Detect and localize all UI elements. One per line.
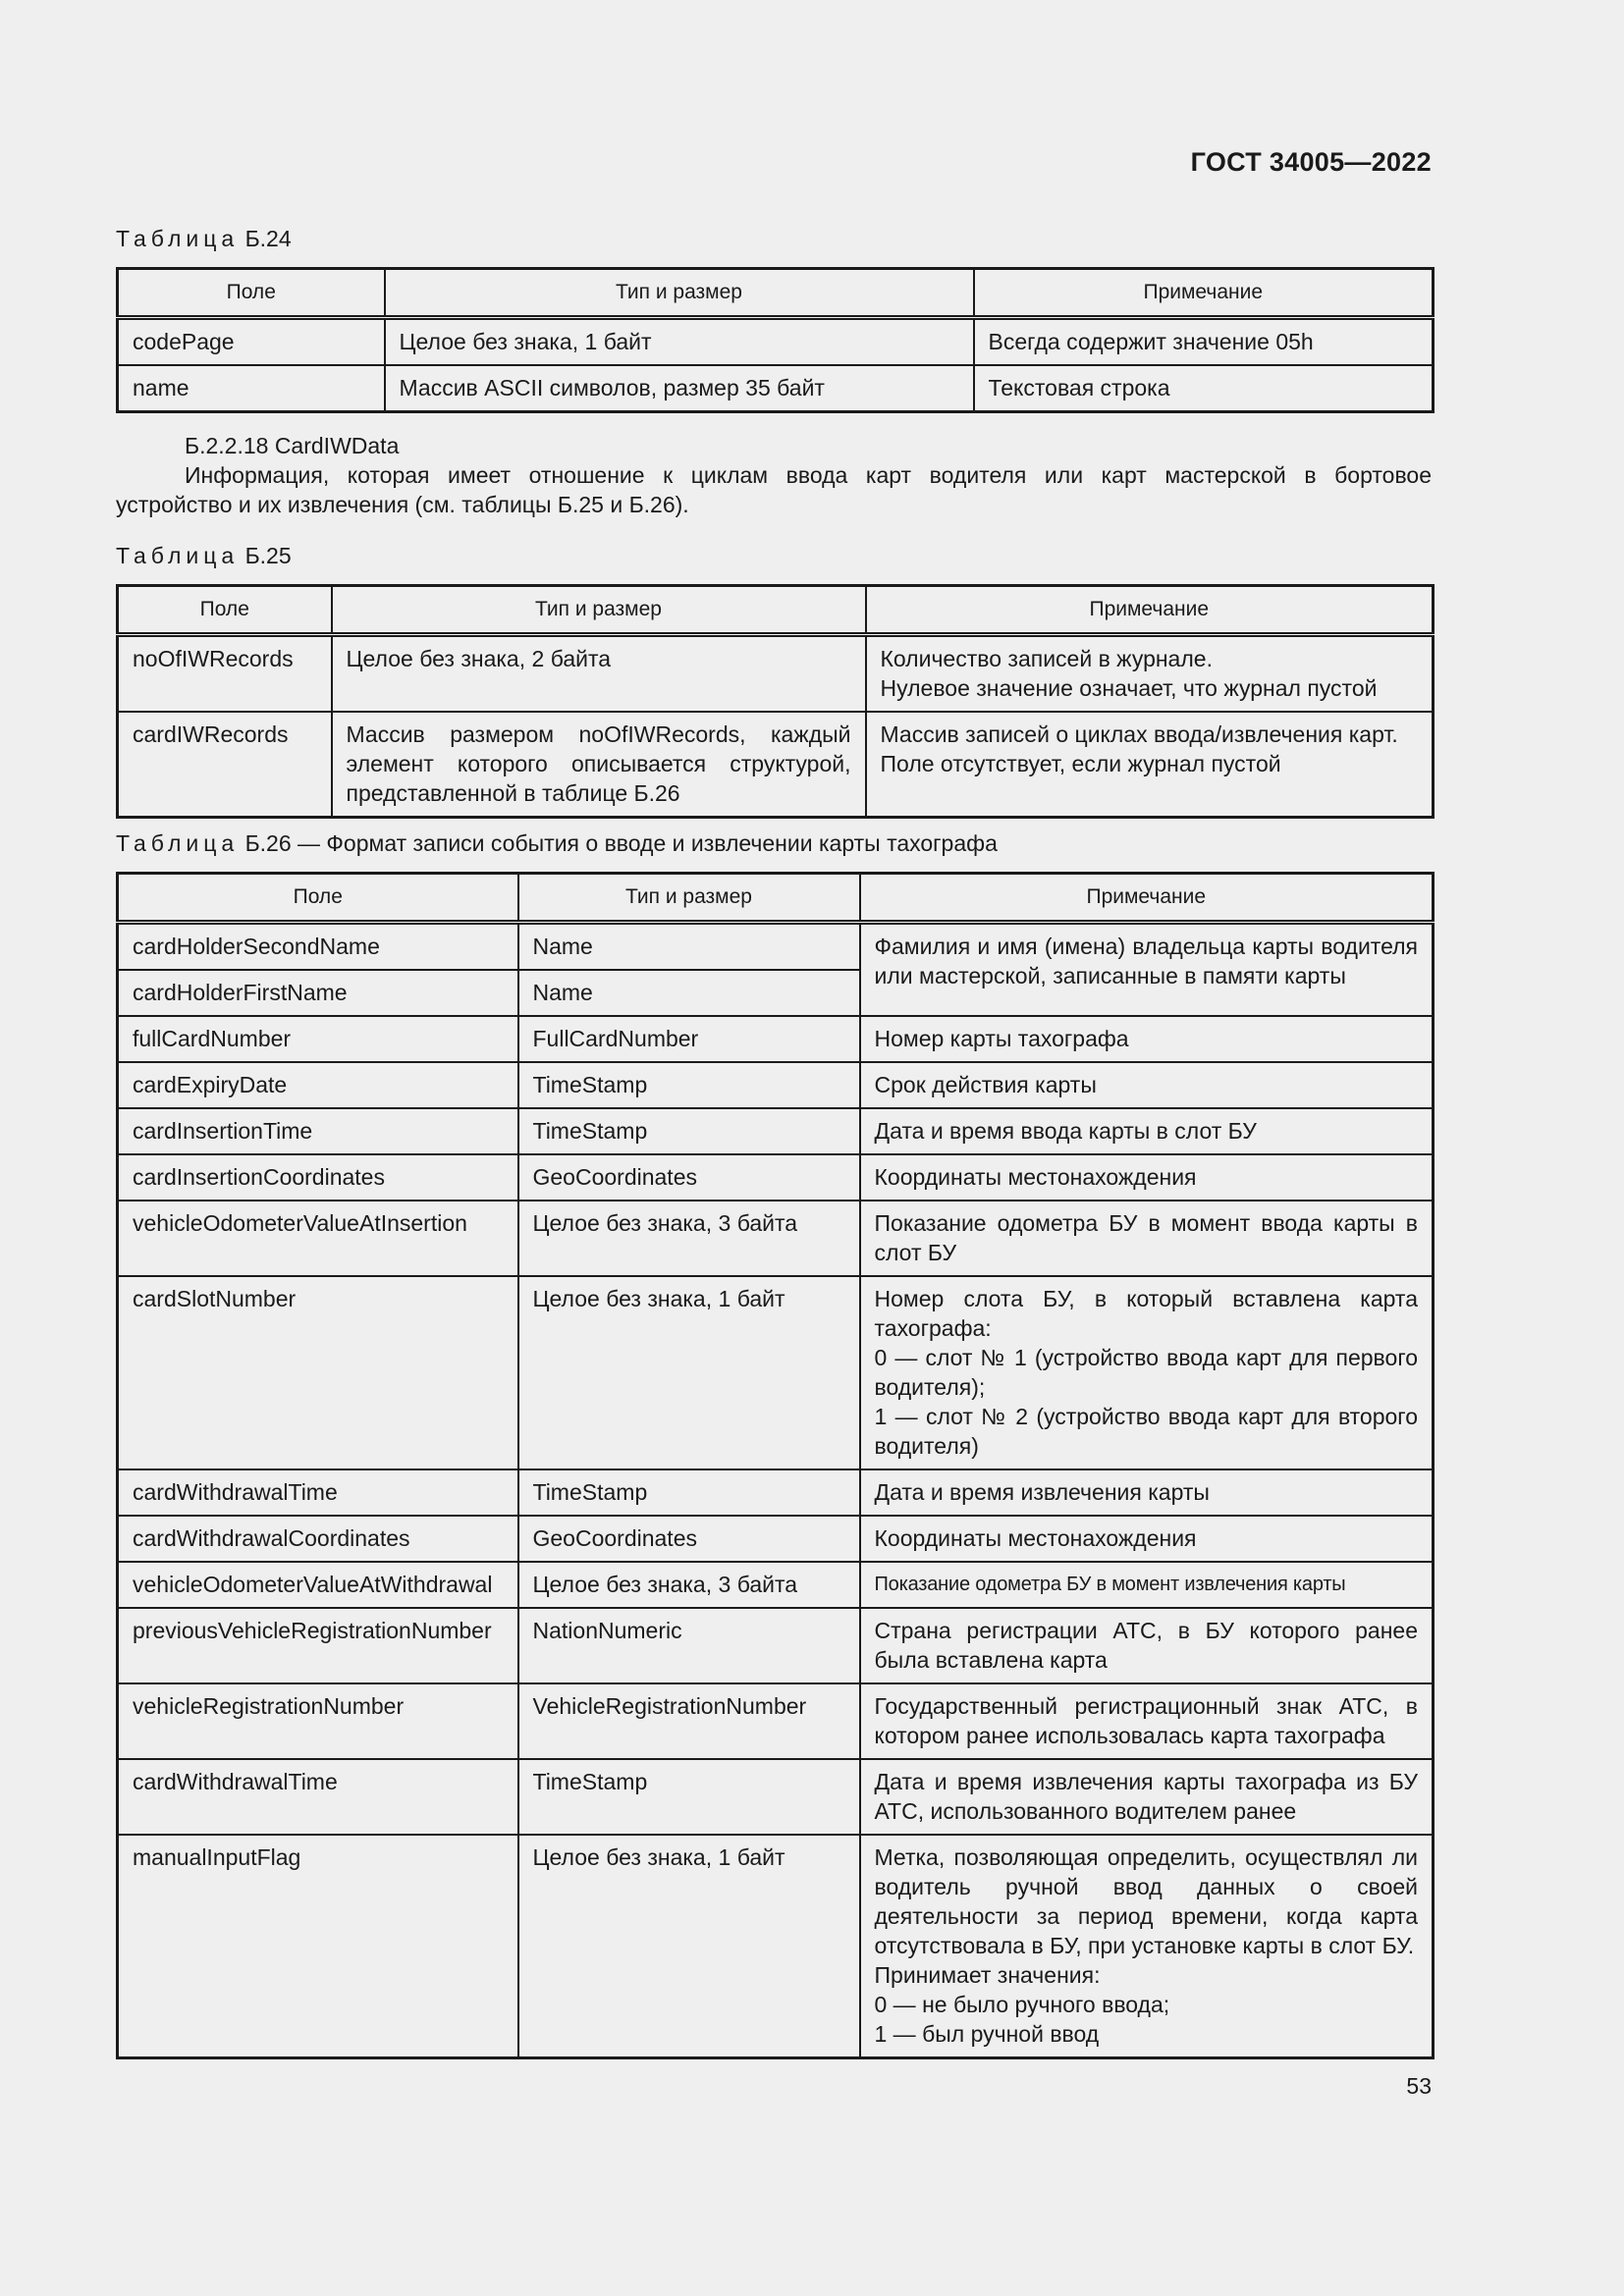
field-cell: cardHolderFirstName	[118, 970, 518, 1016]
section-paragraph-line1: Информация, которая имеет отношение к циклам ввода карт водителя или карт мастерской в бортовое	[185, 462, 1432, 488]
note-cell: Дата и время извлечения карты	[860, 1469, 1434, 1516]
note-cell: Показание одометра БУ в момент ввода карты в слот БУ	[860, 1201, 1434, 1276]
table-row	[118, 1154, 1434, 1201]
note-cell	[860, 1276, 1434, 1469]
table-row	[118, 1276, 1434, 1469]
column-header: Примечание	[860, 874, 1434, 923]
caption-title: — Формат записи события о вводе и извлечении карты тахографа	[298, 830, 998, 856]
column-header: Тип и размер	[518, 874, 860, 923]
field-cell: cardExpiryDate	[118, 1062, 518, 1108]
note-cell: Координаты местонахождения	[860, 1154, 1434, 1201]
type-cell: Целое без знака, 1 байт	[518, 1835, 860, 2058]
note-cell: Государственный регистрационный знак АТС, в котором ранее использовалась карта тахографа	[860, 1683, 1434, 1759]
note-cell: Показание одометра БУ в момент извлечения карты	[860, 1562, 1434, 1608]
field-cell: vehicleRegistrationNumber	[118, 1683, 518, 1759]
field-cell: cardSlotNumber	[118, 1276, 518, 1469]
type-cell: TimeStamp	[518, 1759, 860, 1835]
table-caption-b25	[116, 543, 292, 569]
table-row	[118, 1683, 1434, 1759]
document-number: ГОСТ 34005—2022	[1190, 147, 1432, 177]
column-header: Примечание	[974, 269, 1434, 318]
table-row	[118, 1759, 1434, 1835]
field-cell: cardWithdrawalCoordinates	[118, 1516, 518, 1562]
type-cell: Массив размером noOfIWRecords, каждый элемент которого описывается структурой, представленной в таблице Б.26	[332, 712, 866, 818]
column-header: Поле	[118, 586, 332, 635]
field-cell: cardIWRecords	[118, 712, 332, 818]
field-cell: previousVehicleRegistrationNumber	[118, 1608, 518, 1683]
field-cell: manualInputFlag	[118, 1835, 518, 2058]
type-cell: Целое без знака, 3 байта	[518, 1201, 860, 1276]
type-cell: TimeStamp	[518, 1062, 860, 1108]
cell-line: Номер слота БУ, в который вставлена карта тахографа:	[874, 1286, 1418, 1341]
table-header-row	[118, 269, 1434, 318]
type-cell: Целое без знака, 3 байта	[518, 1562, 860, 1608]
note-cell	[860, 1835, 1434, 2058]
field-cell: noOfIWRecords	[118, 635, 332, 713]
note-cell: Дата и время ввода карты в слот БУ	[860, 1108, 1434, 1154]
table-row	[118, 712, 1434, 818]
column-header: Тип и размер	[332, 586, 866, 635]
cell-line: 0 — не было ручного ввода;	[874, 1992, 1170, 2017]
table-header-row	[118, 874, 1434, 923]
table-row	[118, 1062, 1434, 1108]
cell-line: 1 — был ручной ввод	[874, 2021, 1100, 2047]
type-cell: GeoCoordinates	[518, 1154, 860, 1201]
table-row	[118, 1108, 1434, 1154]
type-cell: Name	[518, 970, 860, 1016]
note-cell: Дата и время извлечения карты тахографа из БУ АТС, использованного водителем ранее	[860, 1759, 1434, 1835]
table-row	[118, 1608, 1434, 1683]
field-cell: name	[118, 365, 385, 412]
field-cell: cardInsertionTime	[118, 1108, 518, 1154]
field-cell: cardWithdrawalTime	[118, 1469, 518, 1516]
cell-line: Принимает значения:	[874, 1962, 1101, 1988]
cell-line: Количество записей в журнале.	[880, 646, 1213, 671]
table-header-row	[118, 586, 1434, 635]
table-row	[118, 365, 1434, 412]
table-caption-b24	[116, 226, 292, 252]
caption-word: Таблица	[116, 226, 240, 251]
table-row	[118, 923, 1434, 971]
note-cell: Текстовая строка	[974, 365, 1434, 412]
table-caption-b26	[116, 830, 998, 857]
cell-line: 0 — слот № 1 (устройство ввода карт для первого водителя);	[874, 1345, 1418, 1400]
section-block	[116, 431, 1432, 519]
note-cell: Фамилия и имя (имена) владельца карты водителя или мастерской, записанные в памяти карты	[860, 923, 1434, 1017]
type-cell: GeoCoordinates	[518, 1516, 860, 1562]
type-cell: Целое без знака, 1 байт	[518, 1276, 860, 1469]
type-cell: TimeStamp	[518, 1469, 860, 1516]
cell-line: Поле отсутствует, если журнал пустой	[880, 751, 1281, 776]
cell-line: 1 — слот № 2 (устройство ввода карт для второго водителя)	[874, 1404, 1418, 1459]
note-cell: Всегда содержит значение 05h	[974, 318, 1434, 366]
table-row	[118, 318, 1434, 366]
type-cell: VehicleRegistrationNumber	[518, 1683, 860, 1759]
caption-id: Б.25	[244, 543, 292, 568]
field-cell: codePage	[118, 318, 385, 366]
type-cell: Name	[518, 923, 860, 971]
caption-word: Таблица	[116, 830, 240, 856]
caption-word: Таблица	[116, 543, 240, 568]
column-header: Тип и размер	[385, 269, 974, 318]
table-row	[118, 1516, 1434, 1562]
type-cell: Целое без знака, 1 байт	[385, 318, 974, 366]
note-cell: Координаты местонахождения	[860, 1516, 1434, 1562]
table-b24	[116, 267, 1435, 413]
column-header: Примечание	[866, 586, 1434, 635]
cell-line: Метка, позволяющая определить, осуществлял ли водитель ручной ввод данных о своей деятельности за период времени, когда карта отсутствовала в БУ, при установке карты в слот БУ.	[874, 1844, 1418, 1958]
table-row	[118, 1562, 1434, 1608]
table-row	[118, 1469, 1434, 1516]
type-cell: Массив ASCII символов, размер 35 байт	[385, 365, 974, 412]
type-cell: TimeStamp	[518, 1108, 860, 1154]
note-cell	[866, 712, 1434, 818]
field-cell: vehicleOdometerValueAtInsertion	[118, 1201, 518, 1276]
section-paragraph-line2: устройство и их извлечения (см. таблицы Б.25 и Б.26).	[116, 492, 689, 517]
table-row	[118, 1201, 1434, 1276]
type-cell: NationNumeric	[518, 1608, 860, 1683]
note-cell: Срок действия карты	[860, 1062, 1434, 1108]
note-cell	[866, 635, 1434, 713]
field-cell: vehicleOdometerValueAtWithdrawal	[118, 1562, 518, 1608]
field-cell: cardWithdrawalTime	[118, 1759, 518, 1835]
cell-line: Массив записей о циклах ввода/извлечения карт.	[880, 721, 1398, 747]
note-cell: Номер карты тахографа	[860, 1016, 1434, 1062]
table-b26	[116, 872, 1435, 2059]
type-cell: Целое без знака, 2 байта	[332, 635, 866, 713]
page-number: 53	[1406, 2073, 1432, 2099]
column-header: Поле	[118, 874, 518, 923]
table-b25	[116, 584, 1435, 819]
table-row	[118, 1835, 1434, 2058]
column-header: Поле	[118, 269, 385, 318]
caption-id: Б.24	[244, 226, 292, 251]
table-row	[118, 635, 1434, 713]
cell-line: Нулевое значение означает, что журнал пустой	[880, 675, 1378, 701]
field-cell: fullCardNumber	[118, 1016, 518, 1062]
field-cell: cardHolderSecondName	[118, 923, 518, 971]
table-row	[118, 1016, 1434, 1062]
section-heading: Б.2.2.18 CardIWData	[185, 433, 400, 458]
caption-id: Б.26	[244, 830, 292, 856]
note-cell: Страна регистрации АТС, в БУ которого ранее была вставлена карта	[860, 1608, 1434, 1683]
type-cell: FullCardNumber	[518, 1016, 860, 1062]
field-cell: cardInsertionCoordinates	[118, 1154, 518, 1201]
